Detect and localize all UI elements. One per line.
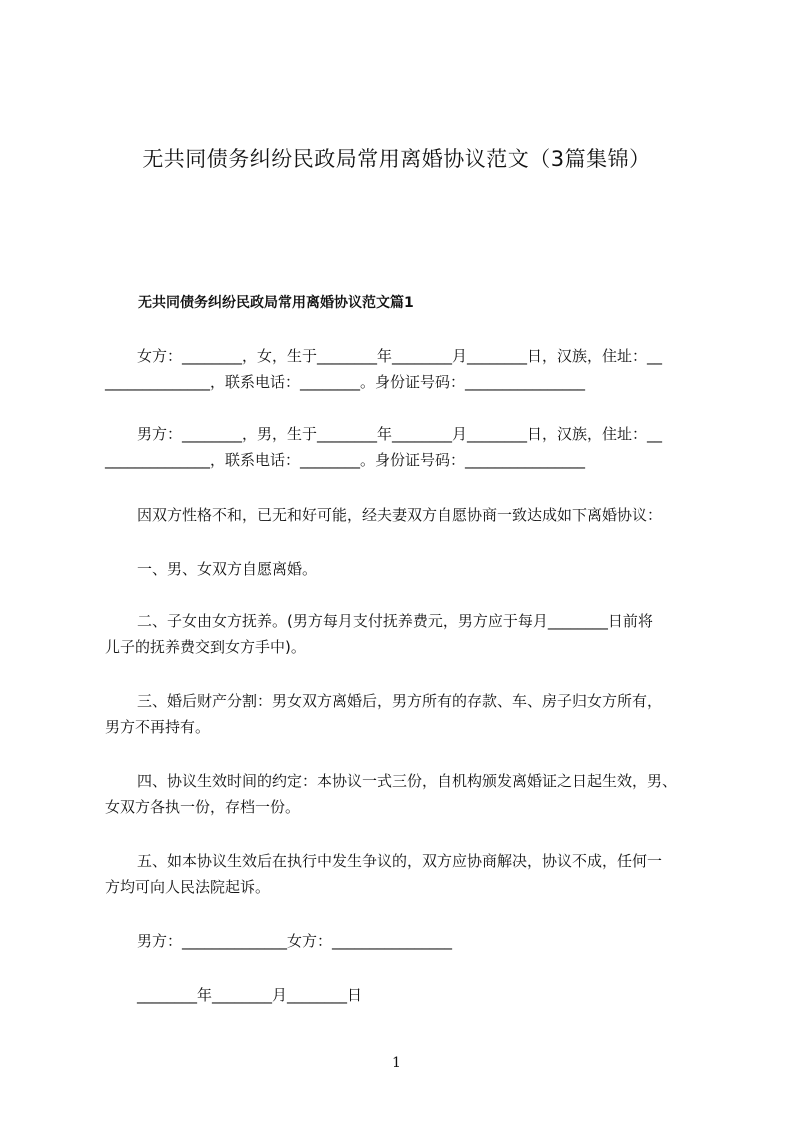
- paragraph-signatures: [105, 928, 705, 954]
- clause-2-line-2: 儿子的抚养费交到女方手中)。: [105, 638, 306, 656]
- page-number: 1: [392, 1055, 401, 1071]
- intro-line: 因双方性格不和，已无和好可能，经夫妻双方自愿协商一致达成如下离婚协议：: [137, 506, 663, 524]
- paragraph-clause-4: [105, 768, 705, 820]
- female-party-line-2: ______________，联系电话：________。身份证号码：________________: [105, 373, 586, 391]
- female-party-line-1: 女方：________，女，生于________年________月________日，汉族，住址：__: [137, 347, 663, 365]
- paragraph-clause-1: [105, 556, 705, 582]
- paragraph-intro: [105, 502, 705, 528]
- clause-4-line-2: 女双方各执一份，存档一份。: [105, 798, 301, 816]
- section-title: 无共同债务纠纷民政局常用离婚协议范文篇1: [138, 295, 414, 311]
- paragraph-date: [105, 982, 705, 1008]
- paragraph-clause-3: [105, 688, 705, 740]
- document-title: 无共同债务纠纷民政局常用离婚协议范文（3篇集锦）: [142, 147, 651, 171]
- clause-2-line-1: 二、子女由女方抚养。(男方每月支付抚养费元，男方应于每月________日前将: [137, 612, 653, 630]
- paragraph-clause-5: [105, 848, 705, 900]
- male-party-line-2: ______________，联系电话：________。身份证号码：________________: [105, 451, 586, 469]
- paragraph-clause-2: [105, 608, 705, 660]
- clause-4-line-1: 四、协议生效时间的约定：本协议一式三份，自机构颁发离婚证之日起生效，男、: [137, 772, 678, 790]
- date-line: ________年________月________日: [137, 986, 363, 1004]
- clause-1-line: 一、男、女双方自愿离婚。: [137, 560, 318, 578]
- clause-5-line-2: 方均可向人民法院起诉。: [105, 878, 271, 896]
- clause-3-line-2: 男方不再持有。: [105, 718, 211, 736]
- paragraph-female-party: [105, 343, 705, 395]
- signature-line: 男方：______________女方：________________: [137, 932, 453, 950]
- clause-3-line-1: 三、婚后财产分割：男女双方离婚后，男方所有的存款、车、房子归女方所有，: [137, 692, 663, 710]
- paragraph-male-party: [105, 421, 705, 473]
- clause-5-line-1: 五、如本协议生效后在执行中发生争议的，双方应协商解决，协议不成，任何一: [137, 852, 663, 870]
- male-party-line-1: 男方：________，男，生于________年________月________日，汉族，住址：__: [137, 425, 663, 443]
